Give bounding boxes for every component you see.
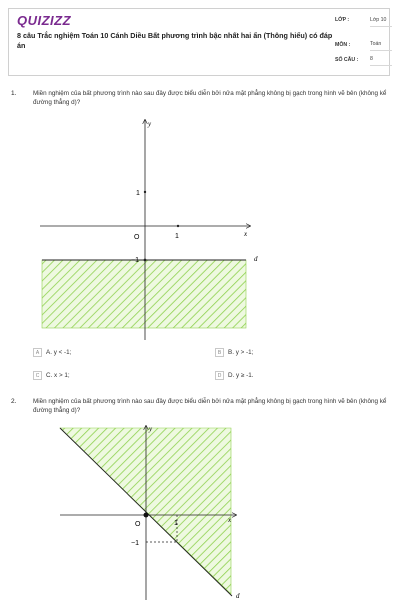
question-count-label: SỐ CÂU : (335, 57, 359, 63)
q1-tick-yneg-label: −1 (131, 257, 139, 264)
q2-y-label: y (149, 425, 153, 433)
grade-label: LỚP : (335, 17, 350, 23)
q2-tick-x-label: 1 (174, 520, 178, 527)
q1-tick-x-label: 1 (175, 233, 179, 240)
option-letter: C (33, 371, 42, 380)
q2-tick-yneg-label: −1 (131, 540, 139, 547)
q2-origin-label: O (135, 521, 141, 528)
option-text: D. y ≥ -1. (228, 372, 254, 379)
worksheet-title: 8 câu Trắc nghiệm Toán 10 Cánh Diều Bất phương trình bậc nhất hai ẩn (Thông hiểu) có đáp án (17, 31, 333, 50)
q1-y-label: y (148, 120, 152, 128)
question-1-text: Miền nghiệm của bất phương trình nào sau đây được biểu diễn bởi nửa mặt phẳng không bị gạch trong hình vẽ bên (không kể đường thẳng d)? (33, 90, 387, 106)
option-letter: D (215, 371, 224, 380)
grade-value: Lớp 10 (370, 17, 392, 27)
q1-line-d-label: d (254, 255, 258, 263)
subject-value: Toán (370, 41, 392, 51)
option-letter: B (215, 348, 224, 357)
q2-line-d-label: d (236, 592, 240, 600)
q1-origin-label: O (134, 234, 140, 241)
q1-x-label: x (244, 230, 248, 238)
question-2-text: Miền nghiệm của bất phương trình nào sau đây được biểu diễn bởi nửa mặt phẳng không bị gạch trong hình vẽ bên (không kể đường thẳng d)? (33, 398, 387, 414)
option-text: A. y < -1; (46, 349, 72, 356)
subject-label: MÔN : (335, 42, 351, 48)
q1-tick-y-label: 1 (136, 190, 140, 197)
q2-origin-point (144, 513, 149, 518)
option-letter: A (33, 348, 42, 357)
option-text: C. x > 1; (46, 372, 70, 379)
option-text: B. y > -1; (228, 349, 254, 356)
question-count-value: 8 (370, 56, 392, 66)
question-1-number: 1. (11, 90, 17, 97)
question-2-number: 2. (11, 398, 17, 405)
q2-x-label: x (228, 516, 232, 524)
quizizz-logo: QUIZIZZ (17, 13, 72, 28)
